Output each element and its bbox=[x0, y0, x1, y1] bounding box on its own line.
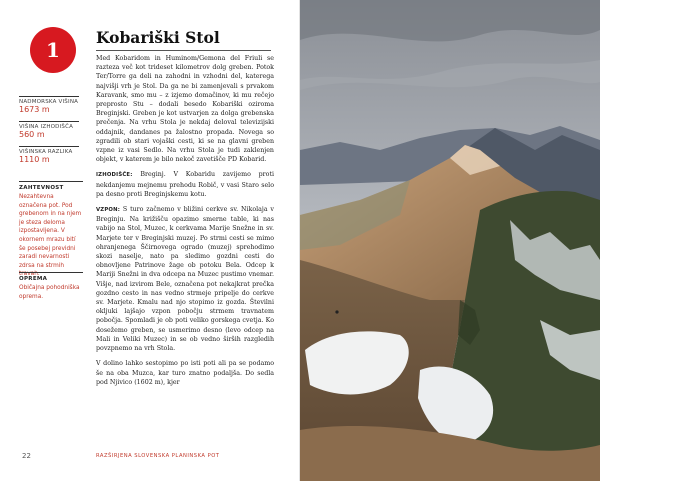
equipment-heading: OPREMA bbox=[19, 272, 83, 282]
route-number-badge bbox=[30, 27, 76, 73]
stat-height-difference bbox=[19, 146, 79, 164]
running-footer: RAZŠIRJENA SLOVENSKA PLANINSKA POT bbox=[96, 453, 220, 459]
page-number: 22 bbox=[22, 452, 31, 460]
difficulty-text: Nezahtevna označena pot. Pod grebenom in na njem je steza deloma izpostavljena. V okornem mrazu bití še posebej previdni zaradi nevarnosti zdrsa na strmih travah. bbox=[19, 194, 82, 278]
stat-value: 1673 m bbox=[19, 105, 50, 114]
stat-value: 1110 m bbox=[19, 155, 50, 164]
difficulty-heading: ZAHTEVNOST bbox=[19, 181, 83, 191]
start-text: Breginj. V Kobaridu zavijemo proti nekdanjemu mejnemu prehodu Robič, v vasi Staro selo pa desno proti Breginjskemu kotu. bbox=[96, 171, 274, 198]
start-lead: IZHODIŠČE: bbox=[96, 172, 133, 179]
route-number: 1 bbox=[46, 38, 60, 62]
start-paragraph bbox=[96, 170, 274, 199]
caption-line: Greben od Stola bbox=[606, 8, 659, 16]
equipment-text: Običajna pohodniška oprema. bbox=[19, 285, 80, 300]
caption-line: proti zahodu bbox=[606, 16, 647, 25]
title-divider bbox=[96, 50, 271, 51]
stat-value: 560 m bbox=[19, 130, 45, 139]
stat-label: VIŠINA IZHODIŠČA bbox=[19, 124, 74, 130]
stat-elevation bbox=[19, 96, 79, 114]
equipment-block bbox=[19, 272, 83, 301]
stats-panel bbox=[19, 96, 79, 171]
stat-label: NADMORSKA VIŠINA bbox=[19, 99, 79, 105]
mountain-illustration bbox=[300, 0, 600, 481]
stat-label: VIŠINSKA RAZLIKA bbox=[19, 149, 73, 155]
article-body bbox=[96, 54, 274, 393]
intro-paragraph: Med Kobaridom in Huminom/Gemona del Friuli se razteza več kot trideset kilometrov dolg greben. Potok Ter/Torre ga deli na zahodni in vzhodni del, katerega najvišji vrh je Stol. Da ga ne bi zamenjevali s prvakom Karavank, smo mu – z izjemo domačinov, ki mu rečejo preprosto Stu – dodali besedo Kobariški oziroma Breginjski. Greben je kot ustvarjen za dolga grebenska prečenja. Na vrhu Stola je nekdaj deloval televizijski oddajnik, dandanes pa žalostno propada. Novega so zgradili ob stari vojaški cesti, ki se na glavni greben vzpne iz vasi Sedlo. Na vrhu Stola je tudi zaklenjen objekt, v katerem je bilo nekoč zavetišče PD Kobarid. bbox=[96, 55, 274, 164]
page-title: Kobariški Stol bbox=[96, 28, 220, 47]
mountain-photo bbox=[300, 0, 659, 481]
ascent-paragraph bbox=[96, 205, 274, 353]
difficulty-block bbox=[19, 181, 83, 279]
ascent-lead: VZPON: bbox=[96, 207, 121, 214]
ascent-text: S turo začnemo v bližini cerkve sv. Nikolaja v Breginju. Na križišču opazimo smerne table, ki nas vabijo na Stol, Muzec, k cerkvama Marije Snežne in sv. Marjete ter v Breginjski muzej. Po strmi cesti se mimo ohranjenega Ščirnovega ogrado (muzej) sprehodimo skozi naselje, nato pa sledimo gozdni cesti do obnovljene Patrinove žage ob potoku Bela. Odcep k Mariji Snežni in dva odcepa na Muzec pustimo vnemar. Višje, nad izvirom Bele, označena pot nekajkrat prečka gozdno cesto in nas vedno strmeje pripelje do cerkve sv. Marjete. Kmalu nad njo stopimo iz gozda. Številni okljuki lajšajo vzpon pobočju strmem travnatem pobočja. Spomladi je ob poti veliko gorskega cvetja. Ko dosežemo greben, se usmerimo desno (levo odcep na Mali in Veliki Muzec) in se ob vedno širših razgledih povzpnemo na vrh Stola. bbox=[96, 206, 274, 353]
descent-paragraph: V dolino lahko sestopimo po isti poti ali pa se podamo še na oba Muzca, kar turo znatno podaljša. Do sedla pod Njivico (1602 m), kjer bbox=[96, 360, 274, 386]
left-page bbox=[0, 0, 300, 481]
stat-start-elevation bbox=[19, 121, 79, 139]
photo-caption bbox=[606, 8, 686, 25]
